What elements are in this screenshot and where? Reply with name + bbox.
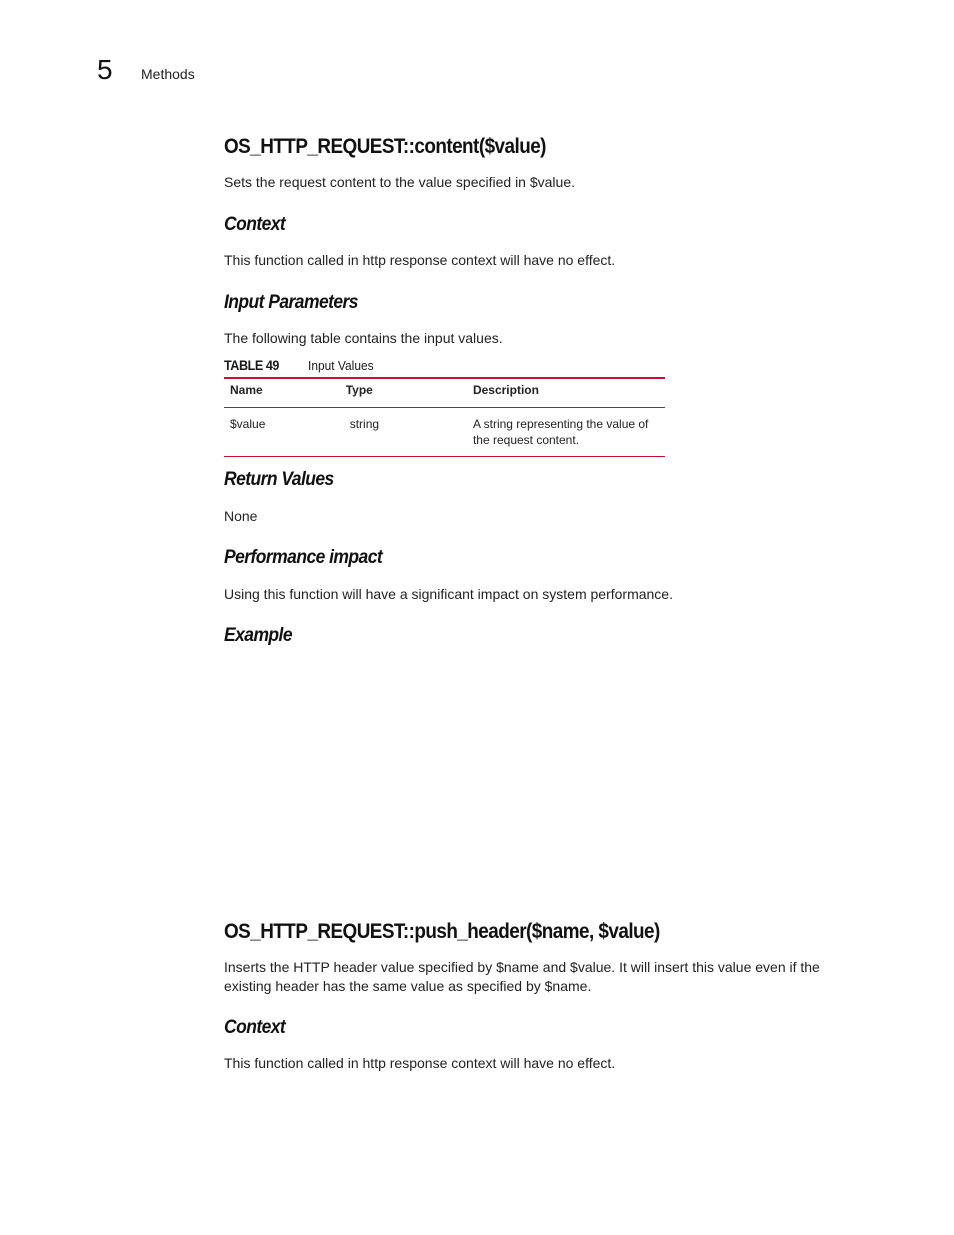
method-description: Sets the request content to the value specified in $value. — [224, 174, 576, 190]
context-heading: Context — [224, 214, 286, 235]
cell-name: $value — [224, 408, 340, 457]
chapter-title: Methods — [141, 66, 195, 82]
method-description-push-header: Inserts the HTTP header value specified by $name and $value. It will insert this value even if the existing header has the same value as specified by $name. — [224, 959, 820, 994]
performance-text: Using this function will have a significant impact on system performance. — [224, 586, 673, 602]
example-heading: Example — [224, 625, 293, 646]
input-values-table — [224, 377, 665, 457]
table-caption — [224, 356, 379, 375]
table-header-row — [224, 379, 665, 408]
column-header-type: Type — [340, 379, 467, 408]
column-header-name: Name — [224, 379, 340, 408]
column-header-description: Description — [467, 379, 665, 408]
input-parameters-heading: Input Parameters — [224, 292, 358, 313]
table-row — [224, 408, 665, 457]
return-values-text: None — [224, 508, 258, 524]
method-title-push-header: OS_HTTP_REQUEST::push_header($name, $value) — [224, 920, 660, 943]
cell-description: A string representing the value of the request content. — [467, 408, 665, 457]
table-name: Input Values — [308, 358, 374, 373]
input-parameters-text: The following table contains the input values. — [224, 330, 503, 346]
context-heading-push-header: Context — [224, 1017, 286, 1038]
table-label: TABLE 49 — [224, 357, 279, 373]
chapter-number: 5 — [97, 54, 113, 85]
return-values-heading: Return Values — [224, 469, 334, 490]
context-text-push-header: This function called in http response context will have no effect. — [224, 1055, 616, 1071]
method-title-content: OS_HTTP_REQUEST::content($value) — [224, 135, 546, 158]
performance-heading: Performance impact — [224, 547, 383, 568]
cell-type: string — [340, 408, 467, 457]
context-text: This function called in http response context will have no effect. — [224, 252, 616, 268]
